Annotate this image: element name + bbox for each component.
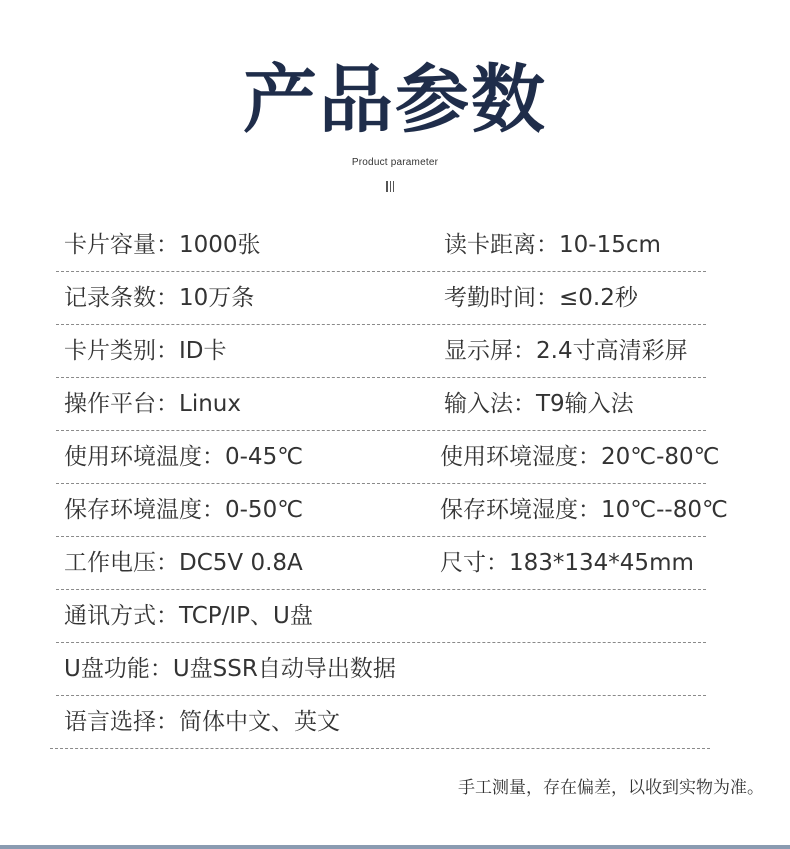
parameter-row	[56, 325, 706, 378]
parameter-row	[56, 537, 706, 590]
decorative-bars-icon	[386, 181, 398, 193]
parameter-row	[56, 378, 706, 431]
parameter-right: 输入法：T9输入法	[444, 391, 634, 417]
parameter-row	[56, 272, 706, 325]
parameter-right: 读卡距离：10-15cm	[444, 232, 661, 258]
page-title: 产品参数	[243, 57, 547, 143]
parameter-row	[56, 484, 728, 537]
parameter-left: 通讯方式：TCP/IP、U盘	[64, 603, 313, 629]
measurement-note: 手工测量，存在偏差，以收到实物为准。	[458, 778, 764, 798]
parameter-right: 使用环境湿度：20℃-80℃	[440, 444, 720, 470]
parameter-left: 卡片容量：1000张	[64, 232, 261, 258]
parameter-right: 保存环境湿度：10℃--80℃	[440, 497, 728, 523]
parameter-left: 记录条数：10万条	[64, 285, 255, 311]
parameter-right: 尺寸：183*134*45mm	[440, 550, 694, 576]
parameter-left: 使用环境温度：0-45℃	[64, 444, 304, 470]
bottom-bar	[0, 845, 790, 849]
parameter-left: 操作平台：Linux	[64, 391, 241, 417]
parameter-left: 保存环境温度：0-50℃	[64, 497, 304, 523]
parameter-row	[56, 219, 706, 272]
parameter-right: 显示屏：2.4寸高清彩屏	[444, 338, 688, 364]
page-subtitle: Product parameter	[351, 157, 439, 168]
parameter-row	[50, 696, 710, 749]
parameter-left: 卡片类别：ID卡	[64, 338, 227, 364]
parameter-left: 工作电压：DC5V 0.8A	[64, 550, 303, 576]
parameter-left: U盘功能：U盘SSR自动导出数据	[64, 656, 396, 682]
parameter-left: 语言选择：简体中文、英文	[64, 709, 340, 735]
parameter-row	[56, 643, 706, 696]
parameter-row	[56, 431, 720, 484]
parameter-row	[56, 590, 706, 643]
parameter-right: 考勤时间：≤0.2秒	[444, 285, 638, 311]
